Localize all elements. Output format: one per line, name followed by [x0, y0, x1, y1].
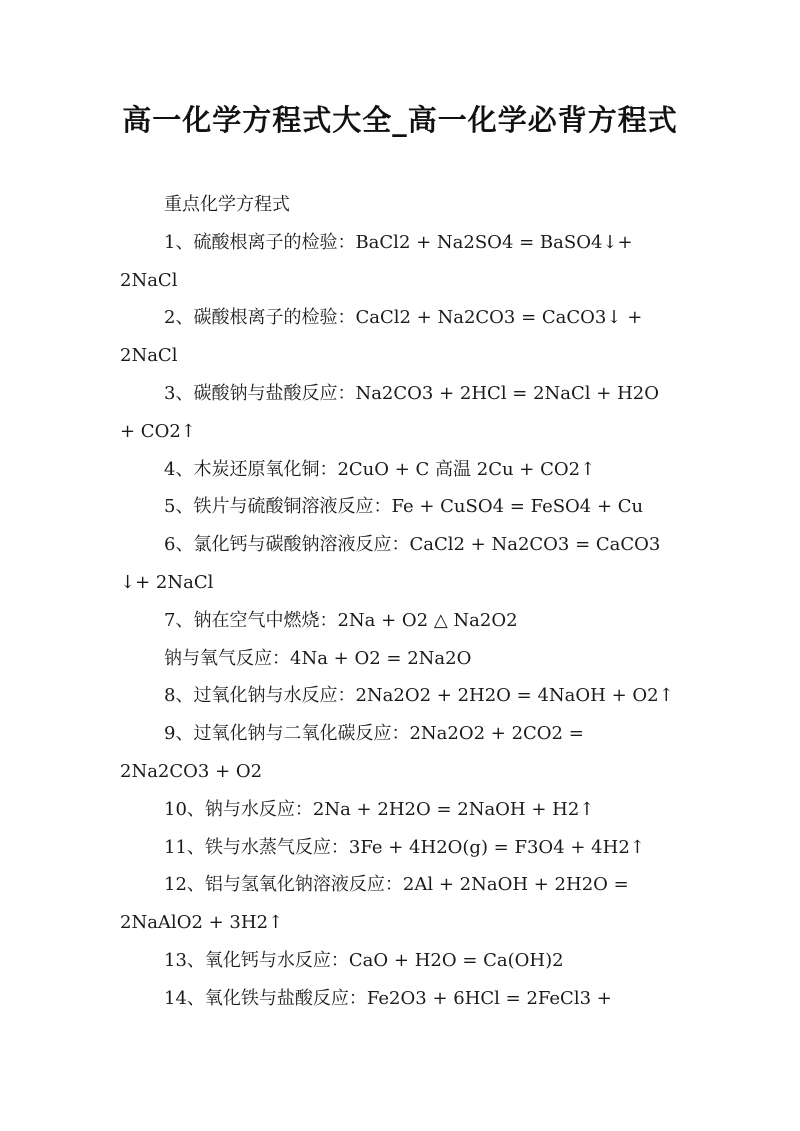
line-text: 14、氧化铁与盐酸反应：Fe2O3 + 6HCl = 2FeCl3 + — [164, 987, 612, 1009]
text-line — [120, 262, 680, 300]
text-line — [120, 299, 680, 337]
text-line — [120, 564, 680, 602]
text-line — [120, 980, 680, 1018]
text-line — [120, 942, 680, 980]
text-line — [120, 526, 680, 564]
line-text: 9、过氧化钠与二氧化碳反应：2Na2O2 + 2CO2 = — [164, 723, 584, 745]
line-text: 6、氯化钙与碳酸钠溶液反应：CaCl2 + Na2CO3 = CaCO3 — [164, 534, 661, 556]
line-text: 钠与氧气反应：4Na + O2 = 2Na2O — [164, 647, 472, 669]
line-text: 重点化学方程式 — [164, 194, 290, 215]
text-line — [120, 753, 680, 791]
line-text: 2、碳酸根离子的检验：CaCl2 + Na2CO3 = CaCO3↓ + — [164, 307, 643, 329]
text-line — [120, 451, 680, 489]
text-line — [120, 677, 680, 715]
line-text: 11、铁与水蒸气反应：3Fe + 4H2O(g) = F3O4 + 4H2↑ — [164, 836, 645, 858]
line-text: 8、过氧化钠与水反应：2Na2O2 + 2H2O = 4NaOH + O2↑ — [164, 685, 674, 707]
text-line — [120, 375, 680, 413]
line-text: 12、铝与氢氧化钠溶液反应：2Al + 2NaOH + 2H2O = — [164, 874, 629, 896]
line-text: 10、钠与水反应：2Na + 2H2O = 2NaOH + H2↑ — [164, 798, 595, 820]
text-line — [120, 337, 680, 375]
text-line — [120, 904, 680, 942]
line-text: 7、钠在空气中燃烧：2Na + O2 △ Na2O2 — [164, 609, 518, 631]
line-text: 13、氧化钙与水反应：CaO + H2O = Ca(OH)2 — [164, 949, 564, 971]
line-text: 2Na2CO3 + O2 — [120, 760, 263, 782]
text-line — [120, 224, 680, 262]
text-line — [120, 715, 680, 753]
line-text: + CO2↑ — [120, 420, 196, 442]
text-line — [120, 640, 680, 678]
line-text: 2NaCl — [120, 345, 178, 367]
line-text: ↓+ 2NaCl — [120, 571, 214, 593]
text-line — [120, 488, 680, 526]
text-line — [120, 413, 680, 451]
text-line — [120, 186, 680, 224]
line-text: 4、木炭还原氧化铜：2CuO + C 高温 2Cu + CO2↑ — [164, 458, 596, 480]
line-text: 2NaCl — [120, 269, 178, 291]
text-line — [120, 791, 680, 829]
line-text: 3、碳酸钠与盐酸反应：Na2CO3 + 2HCl = 2NaCl + H2O — [164, 382, 659, 404]
text-line — [120, 829, 680, 867]
text-line — [120, 866, 680, 904]
line-text: 1、硫酸根离子的检验：BaCl2 + Na2SO4 = BaSO4↓+ — [164, 231, 633, 253]
text-line — [120, 602, 680, 640]
line-text: 5、铁片与硫酸铜溶液反应：Fe + CuSO4 = FeSO4 + Cu — [164, 496, 644, 518]
document-body — [120, 186, 680, 1018]
line-text: 2NaAlO2 + 3H2↑ — [120, 912, 284, 934]
document-title: 高一化学方程式大全_高一化学必背方程式 — [122, 103, 678, 137]
